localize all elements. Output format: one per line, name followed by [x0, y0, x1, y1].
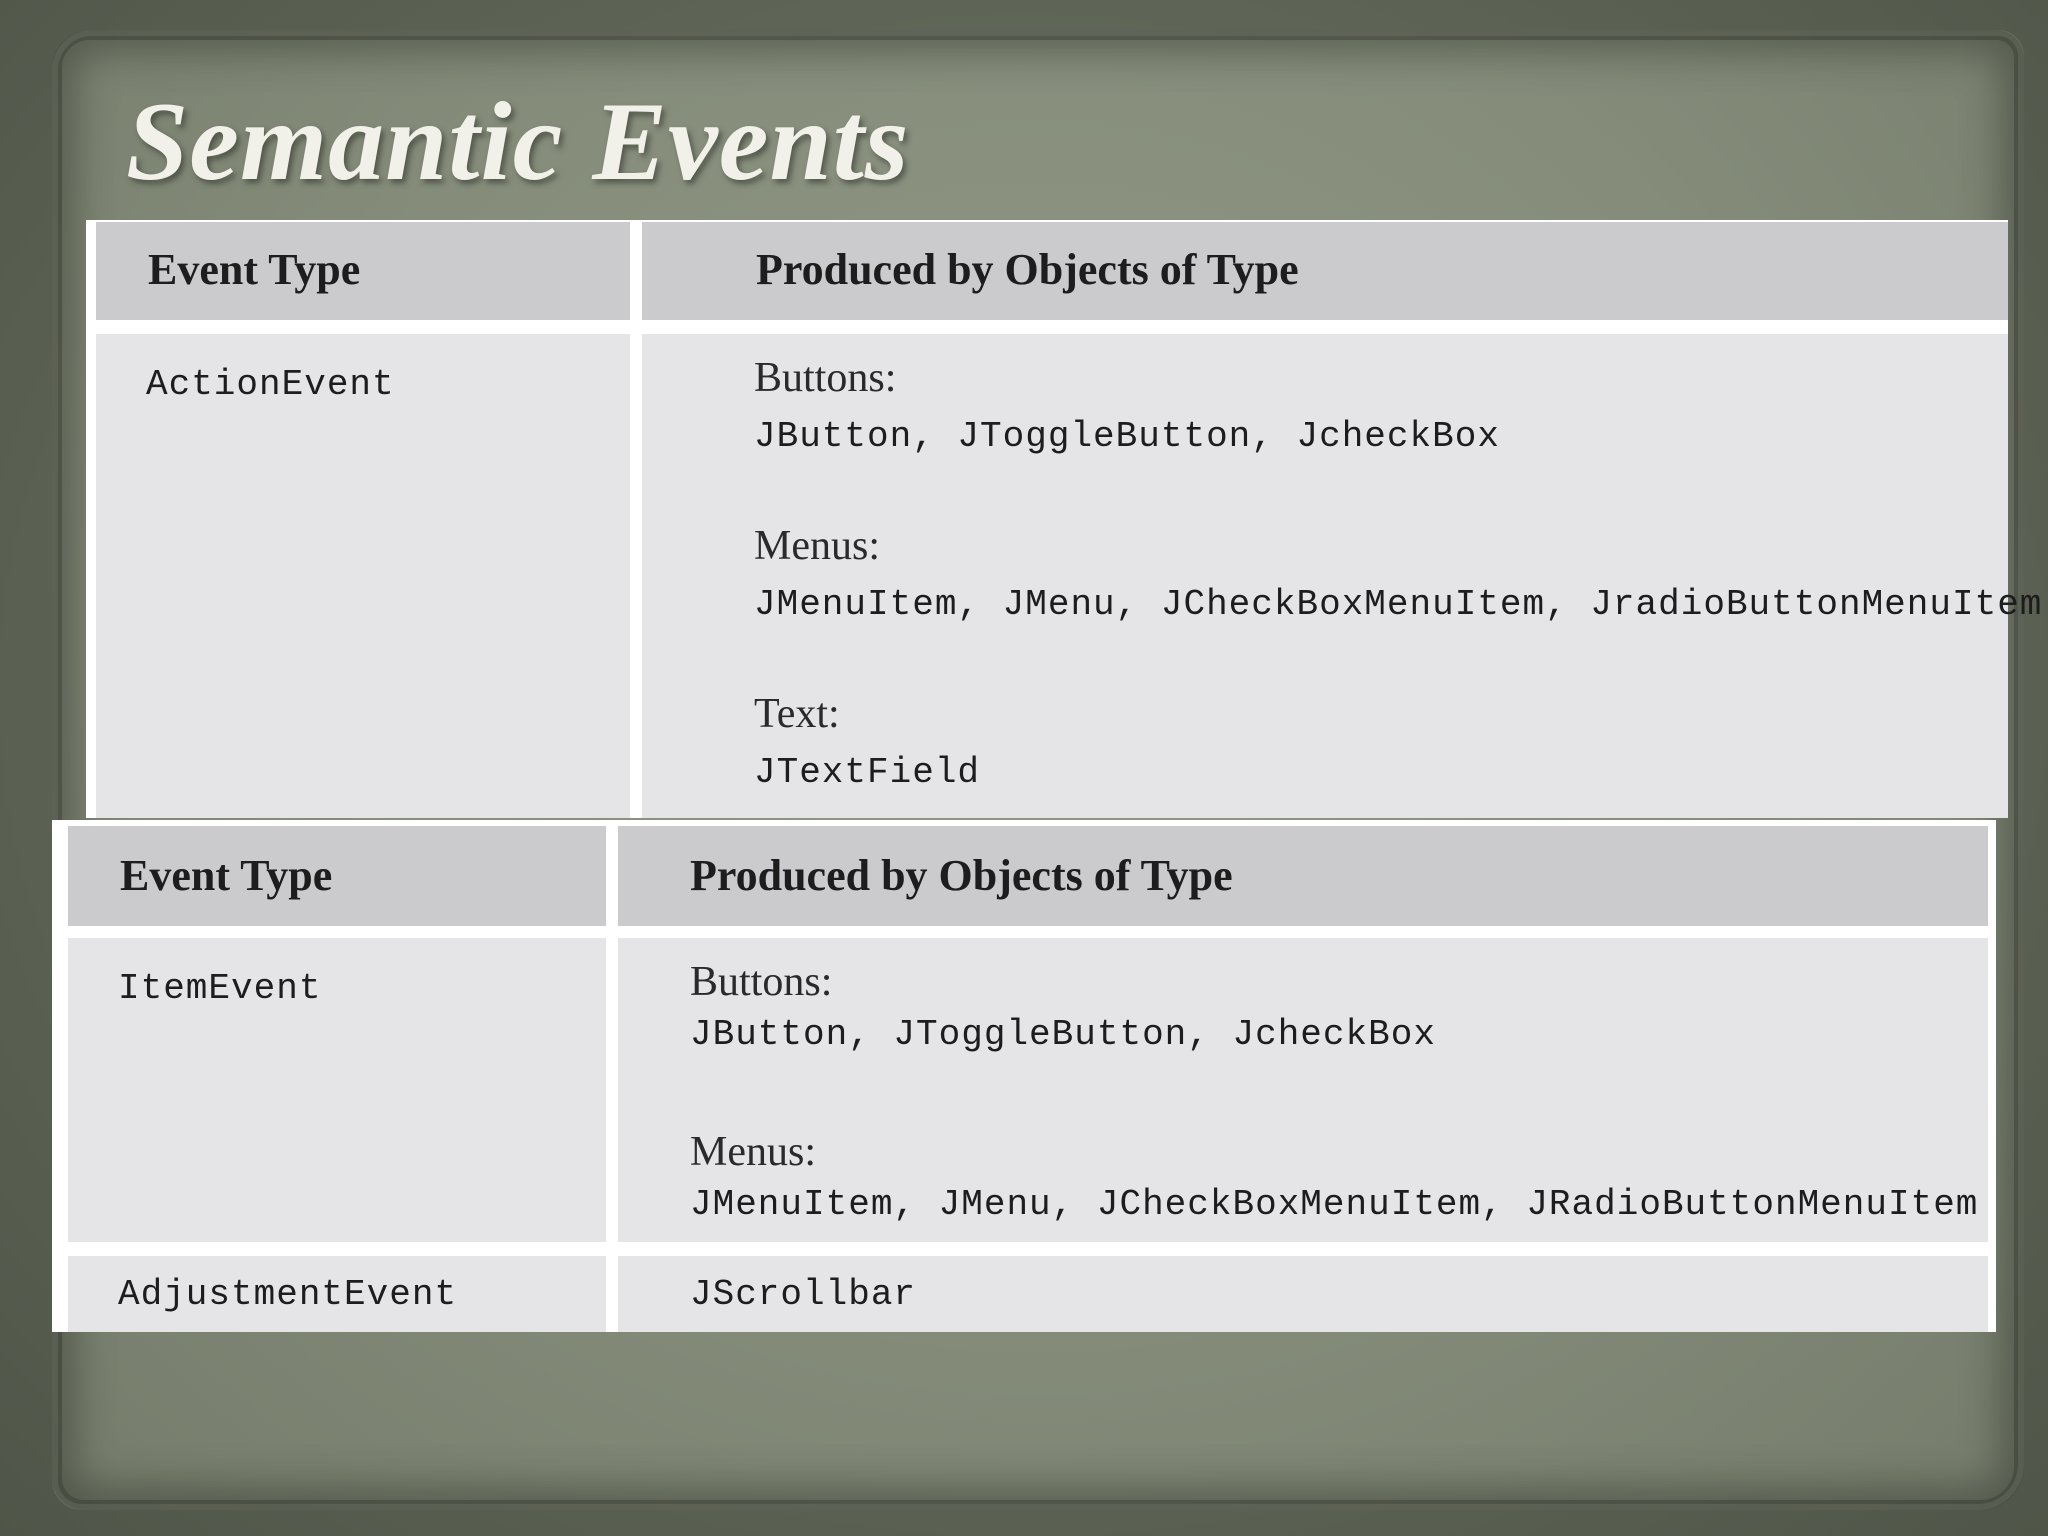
header-produced-by: Produced by Objects of Type [690, 851, 1233, 900]
event-name: ActionEvent [146, 364, 395, 405]
group-label-menus: Menus: [690, 1129, 816, 1175]
header-cell-event-type [96, 222, 630, 320]
group-items-text: JTextField [754, 752, 981, 793]
event-name-adjustment: AdjustmentEvent [118, 1274, 458, 1315]
group-label-buttons: Buttons: [754, 355, 897, 401]
group-label-buttons: Buttons: [690, 959, 833, 1005]
header-cell-produced-by [618, 826, 1988, 926]
header-event-type: Event Type [120, 851, 333, 900]
header-produced-by: Produced by Objects of Type [756, 245, 1299, 294]
cell-producers-item [618, 938, 1988, 1242]
event-table-action [86, 220, 2043, 818]
cell-event-name-adjustment [68, 1256, 606, 1332]
cell-event-name [96, 334, 630, 818]
header-cell-event-type [68, 826, 606, 926]
group-label-text: Text: [754, 691, 840, 737]
slide-title: Semantic Events [126, 80, 910, 204]
group-items-adjustment: JScrollbar [690, 1274, 917, 1315]
group-items-menus: JMenuItem, JMenu, JCheckBoxMenuItem, JRadioButtonMenuItem [690, 1184, 1979, 1225]
group-items-menus: JMenuItem, JMenu, JCheckBoxMenuItem, JradioButtonMenuItem [754, 584, 2043, 625]
event-table-item-adjustment [52, 820, 1996, 1332]
cell-producers [642, 334, 2043, 818]
cell-producers-adjustment [618, 1256, 1988, 1332]
group-items-buttons: JButton, JToggleButton, JcheckBox [754, 416, 1500, 457]
cell-event-name-item [68, 938, 606, 1242]
header-event-type: Event Type [148, 245, 361, 294]
group-items-buttons: JButton, JToggleButton, JcheckBox [690, 1014, 1436, 1055]
header-cell-produced-by [642, 222, 2008, 320]
group-label-menus: Menus: [754, 523, 880, 569]
event-name-item: ItemEvent [118, 968, 322, 1009]
